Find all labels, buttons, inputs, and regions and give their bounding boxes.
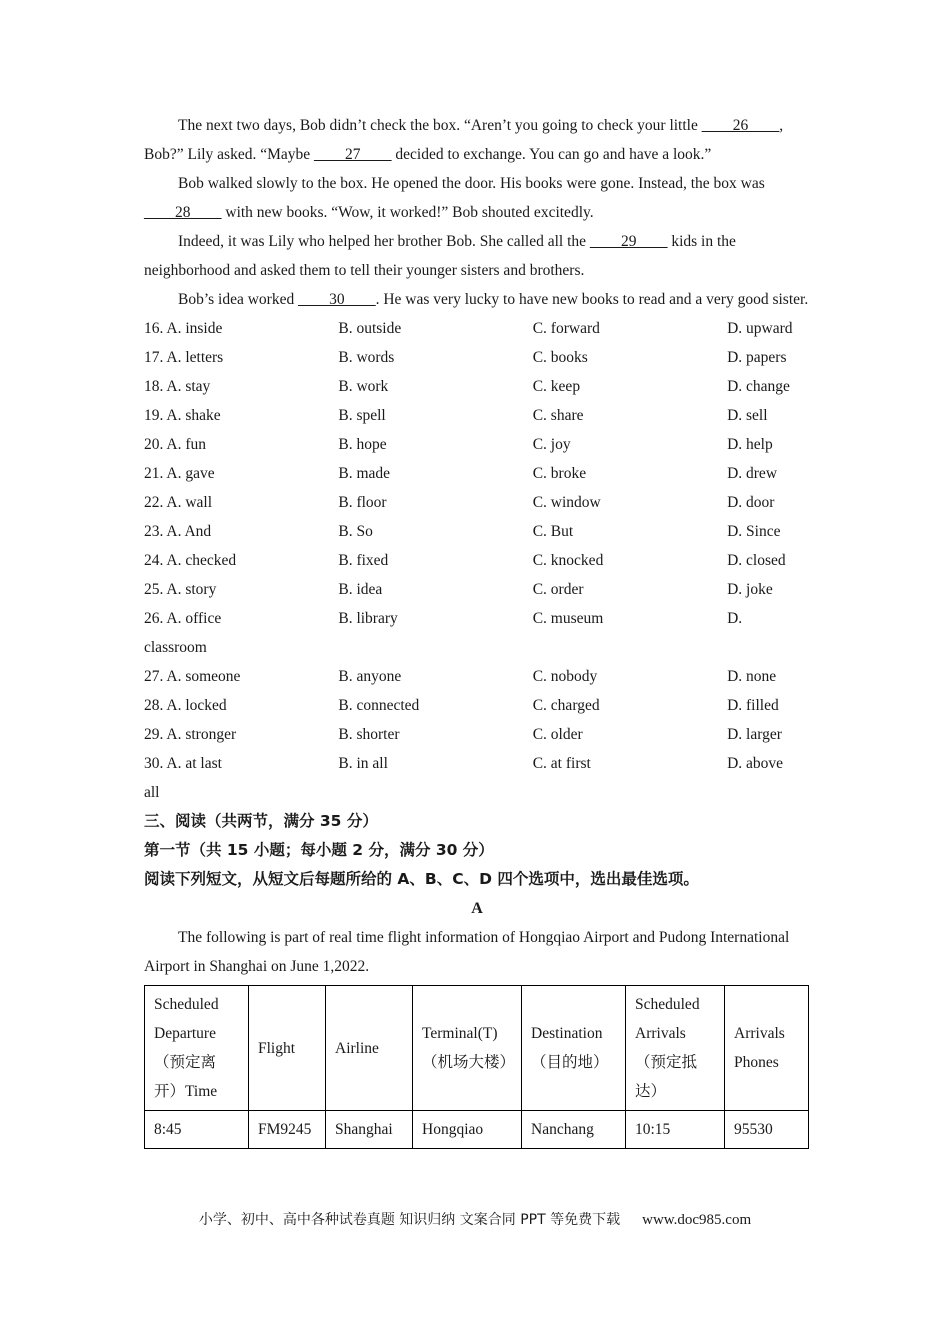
- option-row: [144, 372, 810, 401]
- option-c: C. But: [532, 523, 574, 540]
- option-c: C. knocked: [532, 552, 604, 569]
- option-a: 22. A. wall: [144, 494, 213, 511]
- option-c: C. broke: [532, 465, 587, 482]
- option-a: 26. A. office: [144, 610, 222, 627]
- option-b: B. So: [338, 523, 373, 540]
- option-d: D.: [727, 610, 743, 627]
- option-d: D. sell: [727, 407, 768, 424]
- blank-26: ____26____: [701, 117, 780, 134]
- option-a: 25. A. story: [144, 581, 217, 598]
- table-row: [145, 1111, 809, 1149]
- option-row: [144, 343, 810, 372]
- blank-29: ____29____: [589, 233, 668, 250]
- option-d: D. upward: [727, 320, 793, 337]
- option-d: D. closed: [727, 552, 786, 569]
- option-c: C. older: [532, 726, 583, 743]
- option-row: [144, 314, 810, 343]
- option-row: [144, 575, 810, 604]
- document-page: [144, 111, 810, 1149]
- option-d: D. larger: [727, 726, 782, 743]
- passage-paragraph-2: Bob walked slowly to the box. He opened the door. His books were gone. Instead, the box was ____28____ with new books. “Wow, it worked!” Bob shouted excitedly.: [144, 175, 765, 221]
- table-cell: Hongqiao: [413, 1111, 522, 1149]
- option-a: 29. A. stronger: [144, 726, 237, 743]
- option-a: 16. A. inside: [144, 320, 223, 337]
- table-cell: Shanghai: [326, 1111, 413, 1149]
- option-c: C. nobody: [532, 668, 598, 685]
- passage-paragraph-4: Bob’s idea worked ____30____. He was very lucky to have new books to read and a very good sister.: [178, 291, 809, 308]
- option-d: D. papers: [727, 349, 787, 366]
- option-a: 20. A. fun: [144, 436, 206, 453]
- table-header-row: [145, 986, 809, 1111]
- header-cell: Scheduled Arrivals （预定抵达）: [626, 986, 725, 1111]
- option-d: D. filled: [727, 697, 779, 714]
- option-c: C. window: [532, 494, 601, 511]
- option-b: B. in all: [338, 755, 388, 772]
- option-c: C. share: [532, 407, 584, 424]
- footer-url[interactable]: www.doc985.com: [642, 1212, 752, 1228]
- option-wrap-text: all: [144, 784, 160, 801]
- table-cell: 8:45: [145, 1111, 249, 1149]
- option-b: B. idea: [338, 581, 383, 598]
- option-b: B. made: [338, 465, 391, 482]
- option-b: B. anyone: [338, 668, 402, 685]
- option-b: B. hope: [338, 436, 387, 453]
- option-wrap-text: classroom: [144, 639, 207, 656]
- option-c: C. at first: [532, 755, 591, 772]
- option-c: C. charged: [532, 697, 600, 714]
- option-d: D. joke: [727, 581, 773, 598]
- option-d: D. door: [727, 494, 775, 511]
- option-row: [144, 546, 810, 575]
- option-row: [144, 488, 810, 517]
- option-c: C. books: [532, 349, 588, 366]
- option-b: B. floor: [338, 494, 387, 511]
- passage-intro: The following is part of real time flight information of Hongqiao Airport and Pudong International Airport in Shanghai on June 1,2022.: [144, 929, 790, 975]
- option-a: 19. A. shake: [144, 407, 221, 424]
- option-a: 18. A. stay: [144, 378, 211, 395]
- option-c: C. forward: [532, 320, 600, 337]
- option-b: B. outside: [338, 320, 402, 337]
- option-a: 28. A. locked: [144, 697, 227, 714]
- header-cell: Airline: [326, 986, 413, 1111]
- option-a: 21. A. gave: [144, 465, 215, 482]
- option-b: B. connected: [338, 697, 420, 714]
- header-cell: Flight: [249, 986, 326, 1111]
- option-row: [144, 720, 810, 749]
- table-cell: 95530: [725, 1111, 809, 1149]
- header-cell: Arrivals Phones: [725, 986, 809, 1111]
- blank-27: ____27____: [314, 146, 392, 163]
- option-a: 23. A. And: [144, 523, 212, 540]
- flight-table: [144, 985, 809, 1149]
- option-row: [144, 459, 810, 488]
- option-row: [144, 517, 810, 546]
- option-d: D. help: [727, 436, 773, 453]
- header-cell: Destination （目的地）: [522, 986, 626, 1111]
- option-b: B. fixed: [338, 552, 389, 569]
- passage-paragraph-3: Indeed, it was Lily who helped her brother Bob. She called all the ____29____ kids in the neighborhood and asked them to tell their younger sisters and brothers.: [144, 233, 736, 279]
- answer-options: [144, 314, 810, 807]
- table-cell: 10:15: [626, 1111, 725, 1149]
- option-a: 30. A. at last: [144, 755, 222, 772]
- option-row: [144, 430, 810, 459]
- option-c: C. joy: [532, 436, 571, 453]
- section-title: 三、阅读（共两节，满分 35 分）: [144, 812, 378, 830]
- option-d: D. drew: [727, 465, 778, 482]
- option-a: 27. A. someone: [144, 668, 241, 685]
- option-b: B. shorter: [338, 726, 400, 743]
- passage-paragraph-1: The next two days, Bob didn’t check the box. “Aren’t you going to check your little ____26____, Bob?” Lily asked. “Maybe ____27____ decided to exchange. You can go and have a look.”: [144, 117, 784, 163]
- option-row: [144, 401, 810, 430]
- table-cell: FM9245: [249, 1111, 326, 1149]
- footer-text: 小学、初中、高中各种试卷真题 知识归纳 文案合同 PPT 等免费下载: [198, 1212, 621, 1228]
- page-footer: [0, 1209, 950, 1229]
- blank-28: ____28____: [144, 204, 222, 221]
- option-row: [144, 691, 810, 720]
- table-cell: Nanchang: [522, 1111, 626, 1149]
- passage-letter: A: [471, 900, 483, 917]
- header-cell: Scheduled Departure （预定离开）Time: [145, 986, 249, 1111]
- option-row: [144, 749, 810, 778]
- option-a: 24. A. checked: [144, 552, 237, 569]
- option-b: B. work: [338, 378, 389, 395]
- section-part-title: 第一节（共 15 小题；每小题 2 分，满分 30 分）: [144, 841, 494, 859]
- option-c: C. keep: [532, 378, 581, 395]
- option-d: D. none: [727, 668, 777, 685]
- header-cell: Terminal(T) （机场大楼）: [413, 986, 522, 1111]
- section-instruction: 阅读下列短文，从短文后每题所给的 A、B、C、D 四个选项中，选出最佳选项。: [144, 870, 699, 888]
- option-d: D. above: [727, 755, 784, 772]
- option-d: D. change: [727, 378, 790, 395]
- option-c: C. order: [532, 581, 584, 598]
- option-b: B. words: [338, 349, 395, 366]
- option-d: D. Since: [727, 523, 781, 540]
- option-b: B. library: [338, 610, 398, 627]
- option-b: B. spell: [338, 407, 386, 424]
- blank-30: ____30____: [298, 291, 376, 308]
- option-a: 17. A. letters: [144, 349, 224, 366]
- option-row: [144, 662, 810, 691]
- option-row: [144, 604, 810, 633]
- option-c: C. museum: [532, 610, 604, 627]
